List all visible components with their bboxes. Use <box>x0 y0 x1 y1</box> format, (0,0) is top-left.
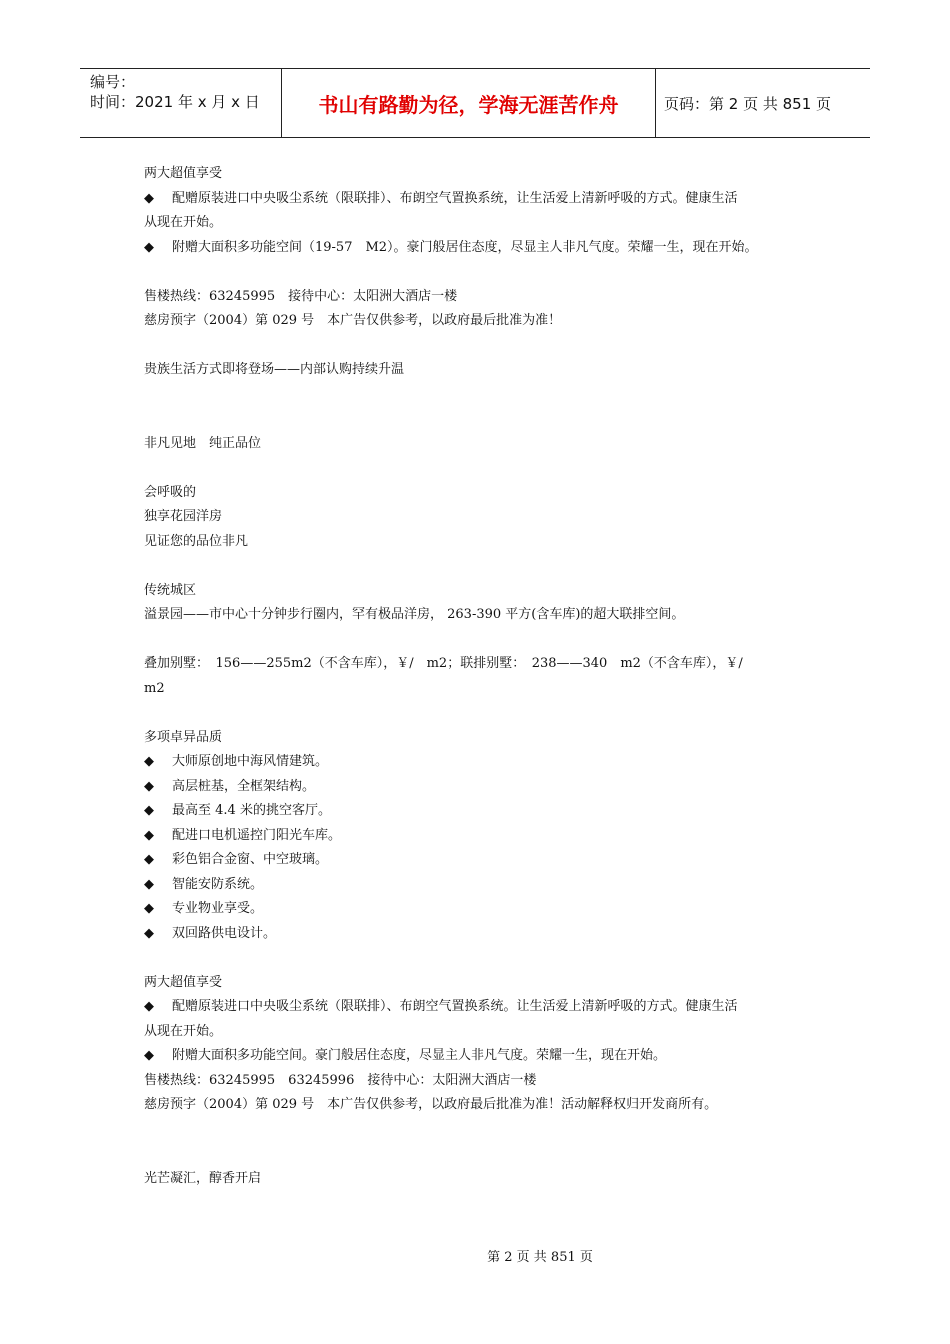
bullet-icon: ◆ <box>144 901 154 916</box>
list-item: ◆ 彩色铝合金窗、中空玻璃。 <box>144 848 808 873</box>
header-page-label: 页码：第 2 页 共 851 页 <box>664 94 832 113</box>
price-line-1: 叠加别墅： 156——255m2（不含车库），￥/ m2；联排别墅： 238——340 m2（不含车库），￥/ <box>144 656 743 671</box>
list-item: ◆ 配进口电机遥控门阳光车库。 <box>144 824 808 849</box>
closing-line: 光芒凝汇，醇香开启 <box>144 1170 262 1186</box>
number-label: 编号： <box>90 73 136 91</box>
section2-item2: ◆ 附赠大面积多功能空间。豪门般居住态度，尽显主人非凡气度。荣耀一生，现在开始。 <box>144 1044 808 1069</box>
section2-item1: ◆ 配赠原装进口中央吸尘系统（限联排）、布朗空气置换系统。让生活爱上清新呼吸的方式。健康生活 <box>144 995 808 1020</box>
list-item: ◆ 双回路供电设计。 <box>144 922 808 947</box>
poem-line-2: 独享花园洋房 <box>144 509 223 524</box>
bullet-icon: ◆ <box>144 852 154 867</box>
bullet-icon: ◆ <box>144 754 154 769</box>
city-desc: 溢景园——市中心十分钟步行圈内，罕有极品洋房， 263-390 平方(含车库)的超大联排空间。 <box>144 607 685 622</box>
list-item: ◆ 最高至 4.4 米的挑空客厅。 <box>144 799 808 824</box>
header-info <box>80 69 282 137</box>
page-footer: 第 2 页 共 851 页 <box>487 1250 593 1265</box>
section1-item1: ◆ 配赠原装进口中央吸尘系统（限联排）、布朗空气置换系统，让生活爱上清新呼吸的方式。健康生活 <box>144 187 808 212</box>
bullet-icon: ◆ <box>144 999 154 1014</box>
header-slogan: 书山有路勤为径，学海无涯苦作舟 <box>282 69 656 137</box>
list-item: ◆ 高层桩基，全框架结构。 <box>144 775 808 800</box>
bullet-icon: ◆ <box>144 925 154 941</box>
bullet-icon: ◆ <box>144 827 154 843</box>
section1-item1-cont: 从现在开始。 <box>144 215 223 230</box>
license-2: 慈房预字（2004）第 029 号 本广告仅供参考，以政府最后批准为准！活动解释权归开发商所有。 <box>144 1097 718 1112</box>
tagline-2: 非凡见地 纯正品位 <box>144 435 262 451</box>
bullet-icon: ◆ <box>144 876 154 892</box>
price-line-2: m2 <box>144 680 165 696</box>
hotline-2: 售楼热线：63245995 63245996 接待中心：太阳洲大酒店一楼 <box>144 1072 537 1088</box>
hotline-1: 售楼热线：63245995 接待中心：太阳洲大酒店一楼 <box>144 288 458 304</box>
section1-item2: ◆ 附赠大面积多功能空间（19-57 M2）。豪门般居住态度，尽显主人非凡气度。荣耀一生，现在开始。 <box>144 236 808 261</box>
section1-title: 两大超值享受 <box>144 166 223 181</box>
poem-line-1: 会呼吸的 <box>144 484 197 500</box>
section2-item1-cont: 从现在开始。 <box>144 1023 223 1039</box>
bullet-icon: ◆ <box>144 1048 154 1063</box>
page-header <box>80 68 870 138</box>
tagline-1: 贵族生活方式即将登场——内部认购持续升温 <box>144 362 405 377</box>
bullet-icon: ◆ <box>144 803 154 818</box>
license-1: 慈房预字（2004）第 029 号 本广告仅供参考，以政府最后批准为准！ <box>144 313 562 328</box>
city-title: 传统城区 <box>144 582 197 598</box>
list-item: ◆ 专业物业享受。 <box>144 897 808 922</box>
bullet-icon: ◆ <box>144 778 154 794</box>
bullet-icon: ◆ <box>144 239 154 255</box>
quality-title: 多项卓异品质 <box>144 729 223 745</box>
section2-title: 两大超值享受 <box>144 974 223 990</box>
document-body <box>144 162 808 1191</box>
poem-line-3: 见证您的品位非凡 <box>144 533 249 549</box>
time-label: 时间：2021 年 x 月 x 日 <box>90 93 260 111</box>
list-item: ◆ 大师原创地中海风情建筑。 <box>144 750 808 775</box>
list-item: ◆ 智能安防系统。 <box>144 873 808 898</box>
bullet-icon: ◆ <box>144 190 154 206</box>
